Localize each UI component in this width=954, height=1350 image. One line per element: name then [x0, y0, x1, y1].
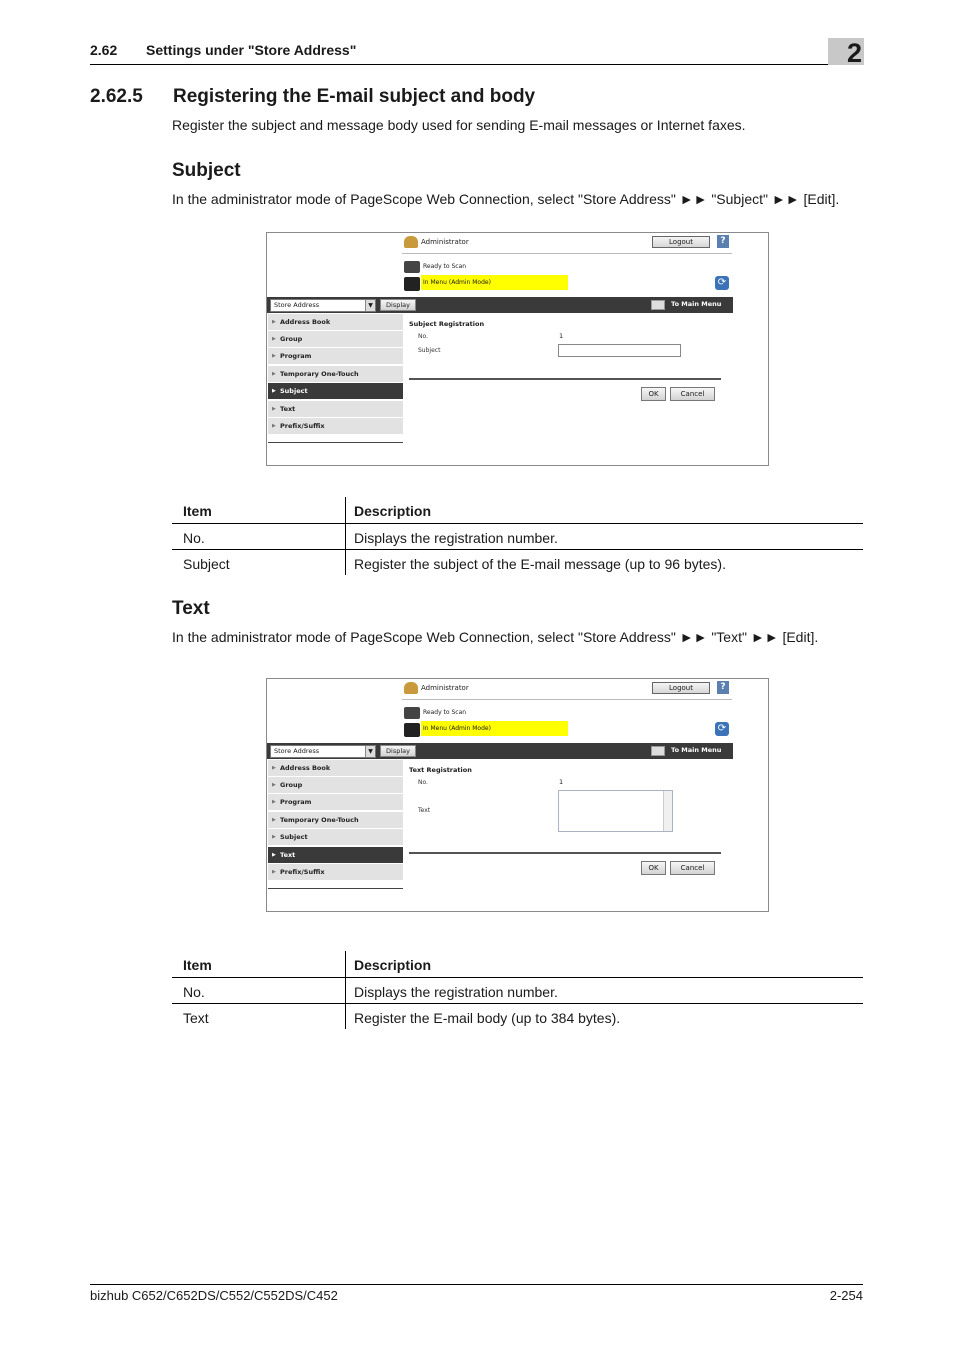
header-section-number: 2.62 [90, 42, 118, 58]
sidebar-item-text[interactable]: ▶ Text [268, 847, 403, 864]
table-cell-item: Subject [183, 556, 230, 572]
sidebar-item-subject[interactable]: ▶ Subject [268, 829, 403, 846]
footer-page-number: 2-254 [829, 1288, 863, 1303]
subject-heading: Subject [172, 160, 241, 181]
chapter-number: 2 [846, 38, 862, 68]
sidebar-item-prefix-suffix[interactable]: ▶ Prefix/Suffix [268, 418, 403, 435]
machine-icon [404, 723, 420, 737]
menu-bar [267, 743, 733, 759]
table-row [172, 978, 863, 1004]
table-row [172, 524, 863, 550]
display-button[interactable]: Display [380, 745, 416, 757]
administrator-label: Administrator [421, 238, 469, 246]
logout-button[interactable]: Logout [652, 236, 710, 248]
sidebar-item-temporary-one-touch[interactable]: ▶ Temporary One-Touch [268, 812, 403, 829]
table-cell-item: No. [183, 530, 205, 546]
administrator-label: Administrator [421, 684, 469, 692]
subject-table [172, 497, 863, 575]
table-header-item: Item [183, 957, 212, 973]
table-row [172, 550, 863, 575]
sidebar-item-program[interactable]: ▶ Program [268, 348, 403, 365]
administrator-icon [404, 236, 418, 248]
footer-rule [90, 1284, 863, 1285]
top-rule [402, 699, 732, 700]
form-rule [409, 852, 721, 854]
table-cell-description: Register the E-mail body (up to 384 bytes). [354, 1010, 621, 1026]
section-heading: Registering the E-mail subject and body [173, 86, 536, 107]
table-header-description: Description [354, 957, 432, 973]
section-number: 2.62.5 [90, 86, 143, 107]
sidebar-item-address-book[interactable]: ▶ Address Book [268, 760, 403, 777]
category-select-value: Store Address [274, 747, 320, 755]
table-cell-description: Displays the registration number. [354, 530, 558, 546]
chevron-down-icon: ▼ [365, 746, 375, 757]
subject-input[interactable] [558, 344, 681, 357]
subject-label: Subject [418, 347, 441, 354]
table-cell-description: Register the subject of the E-mail message (up to 96 bytes). [354, 556, 726, 572]
sidebar-item-group[interactable]: ▶ Group [268, 777, 403, 794]
form-title: Text Registration [409, 766, 472, 774]
main-menu-icon [651, 746, 665, 756]
no-value: 1 [559, 778, 564, 786]
printer-icon [404, 707, 420, 719]
form-title: Subject Registration [409, 320, 485, 328]
sidebar-item-address-book[interactable]: ▶ Address Book [268, 314, 403, 331]
sidebar-item-group[interactable]: ▶ Group [268, 331, 403, 348]
menu-bar [267, 297, 733, 313]
status-menu: In Menu (Admin Mode) [421, 275, 568, 290]
administrator-icon [404, 682, 418, 694]
machine-icon [404, 277, 420, 291]
section-intro: Register the subject and message body used for sending E-mail messages or Internet faxes. [172, 117, 746, 133]
main-menu-link[interactable]: To Main Menu [671, 300, 722, 308]
ok-button[interactable]: OK [641, 861, 666, 875]
header-rule [90, 64, 863, 65]
sidebar-item-subject[interactable]: ▶ Subject [268, 383, 403, 400]
display-button[interactable]: Display [380, 299, 416, 311]
cancel-button[interactable]: Cancel [670, 387, 715, 401]
cancel-button[interactable]: Cancel [670, 861, 715, 875]
logout-button[interactable]: Logout [652, 682, 710, 694]
footer-model: bizhub C652/C652DS/C552/C552DS/C452 [90, 1288, 338, 1303]
table-row [172, 1004, 863, 1029]
no-value: 1 [559, 332, 564, 340]
text-table [172, 951, 863, 1029]
sidebar-item-temporary-one-touch[interactable]: ▶ Temporary One-Touch [268, 366, 403, 383]
table-header-item: Item [183, 503, 212, 519]
category-select[interactable] [270, 745, 376, 758]
table-cell-item: Text [183, 1010, 209, 1026]
table-header-row [172, 951, 863, 978]
sidebar-item-prefix-suffix[interactable]: ▶ Prefix/Suffix [268, 864, 403, 881]
sidebar-item-program[interactable]: ▶ Program [268, 794, 403, 811]
form-rule [409, 378, 721, 380]
category-select-value: Store Address [274, 301, 320, 309]
help-icon[interactable]: ? [717, 235, 729, 248]
section-title [90, 86, 535, 108]
sidebar-bottom-rule [268, 442, 403, 443]
status-menu: In Menu (Admin Mode) [421, 721, 568, 736]
table-cell-description: Displays the registration number. [354, 984, 558, 1000]
main-menu-link[interactable]: To Main Menu [671, 746, 722, 754]
refresh-icon[interactable]: ⟳ [715, 276, 729, 290]
table-header-row [172, 497, 863, 524]
chevron-down-icon: ▼ [365, 300, 375, 311]
help-icon[interactable]: ? [717, 681, 729, 694]
header-section-title: Settings under "Store Address" [146, 42, 357, 58]
scrollbar[interactable] [663, 791, 672, 831]
printer-icon [404, 261, 420, 273]
top-rule [402, 253, 732, 254]
main-menu-icon [651, 300, 665, 310]
category-select[interactable] [270, 299, 376, 312]
no-label: No. [418, 333, 428, 340]
text-label: Text [418, 807, 431, 814]
refresh-icon[interactable]: ⟳ [715, 722, 729, 736]
status-ready: Ready to Scan [423, 709, 467, 716]
table-cell-item: No. [183, 984, 205, 1000]
subject-registration-screenshot [266, 232, 769, 466]
text-textarea[interactable] [558, 790, 673, 832]
status-ready: Ready to Scan [423, 263, 467, 270]
running-header [90, 42, 356, 58]
no-label: No. [418, 779, 428, 786]
table-header-description: Description [354, 503, 432, 519]
sidebar-item-text[interactable]: ▶ Text [268, 401, 403, 418]
text-registration-screenshot [266, 678, 769, 912]
subject-instruction: In the administrator mode of PageScope Web Connection, select "Store Address" ►► "Subject" ►► [Edit]. [172, 191, 840, 207]
chapter-tab [828, 38, 864, 68]
text-instruction: In the administrator mode of PageScope Web Connection, select "Store Address" ►► "Text" ►► [Edit]. [172, 629, 819, 645]
text-heading: Text [172, 598, 210, 619]
ok-button[interactable]: OK [641, 387, 666, 401]
sidebar-bottom-rule [268, 888, 403, 889]
